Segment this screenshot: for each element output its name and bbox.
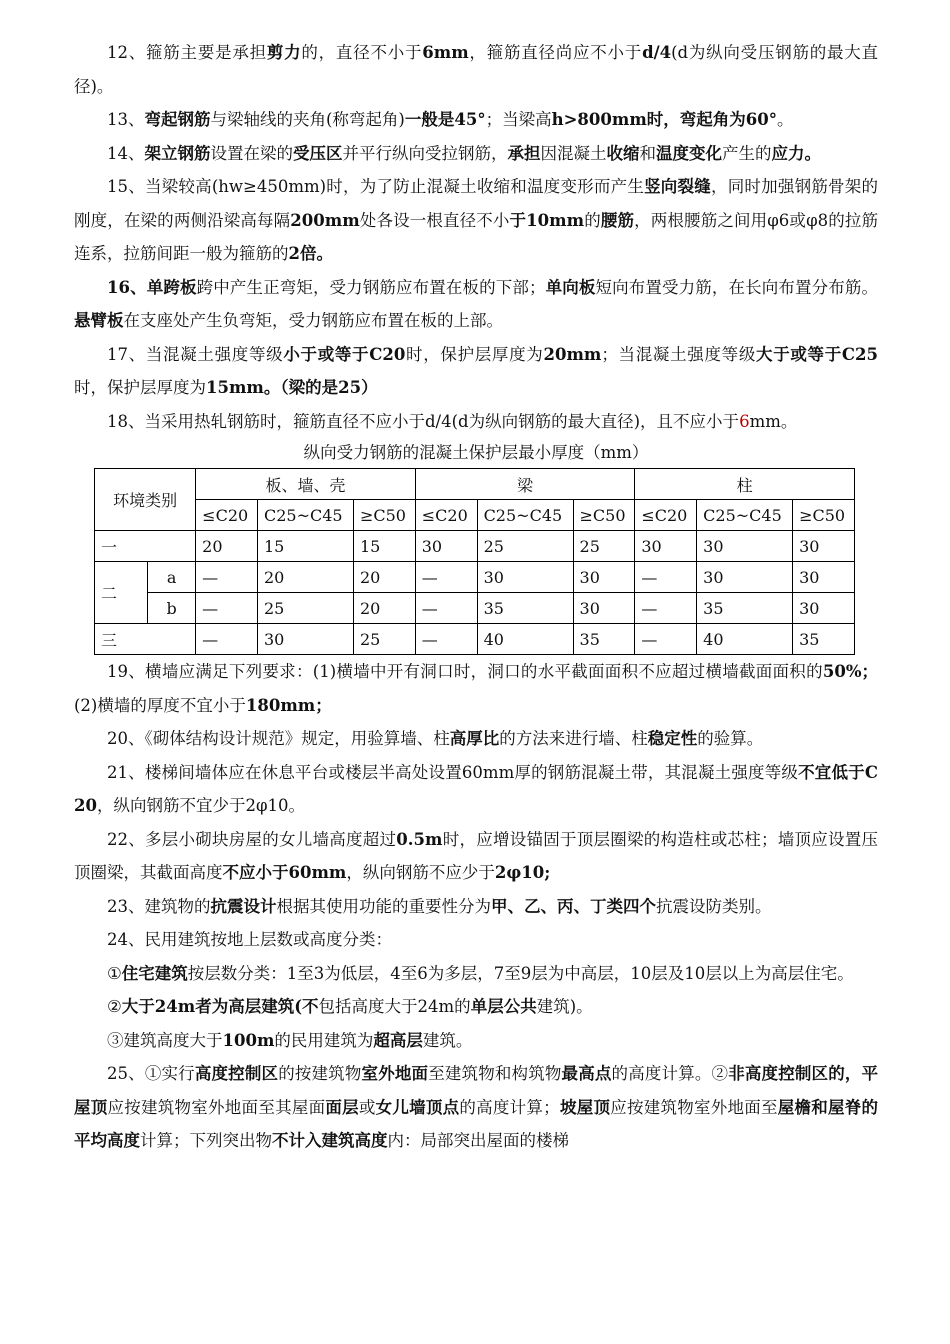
table-row <box>95 593 855 624</box>
table-cell: 30 <box>793 593 855 624</box>
table-cell: 35 <box>477 593 573 624</box>
table-cell: — <box>635 624 697 655</box>
item-24-2: ②大于24m者为高层建筑(不包括高度大于24m的单层公共建筑)。 <box>107 997 593 1016</box>
table-cell: 25 <box>257 593 353 624</box>
env-sub-cell: a <box>148 562 196 593</box>
env-sub-cell: b <box>148 593 196 624</box>
table-cell: — <box>196 593 258 624</box>
table-cell: 25 <box>573 531 635 562</box>
env-cell: 一 <box>95 531 196 562</box>
item-25: 25、①实行高度控制区的按建筑物室外地面至建筑物和构筑物最高点的高度计算。②非高度控制区的，平屋顶应按建筑物室外地面至其屋面面层或女儿墙顶点的高度计算；坡屋顶应按建筑物室外地面至屋檐和屋脊的平均高度计算；下列突出物不计入建筑高度内：局部突出屋面的楼梯 <box>74 1064 879 1150</box>
table-cell: 30 <box>635 531 697 562</box>
table-row <box>95 531 855 562</box>
table-cell: 40 <box>697 624 793 655</box>
subheader-cell: ≤C20 <box>196 500 258 531</box>
item-17: 17、当混凝土强度等级小于或等于C20时，保护层厚度为20mm；当混凝土强度等级大于或等于C25时，保护层厚度为15mm。（梁的是25） <box>74 344 879 397</box>
highlight-red-number: 6 <box>739 411 750 431</box>
item-24: 24、民用建筑按地上层数或高度分类： <box>107 930 392 949</box>
table-cell: 20 <box>353 593 415 624</box>
cover-thickness-table <box>94 468 855 655</box>
item-12: 12、箍筋主要是承担剪力的，直径不小于6mm，箍筋直径尚应不小于d/4(d为纵向受压钢筋的最大直径)。 <box>74 43 879 96</box>
table-cell: 25 <box>477 531 573 562</box>
table-cell: 20 <box>257 562 353 593</box>
subheader-cell: C25~C45 <box>697 500 793 531</box>
item-18: 18、当采用热轧钢筋时，箍筋直径不应小于d/4(d为纵向钢筋的最大直径)，且不应小于6mm。 <box>107 411 798 431</box>
env-cell: 三 <box>95 624 196 655</box>
table-cell: 30 <box>415 531 477 562</box>
table-cell: 35 <box>573 624 635 655</box>
table-cell: 30 <box>793 531 855 562</box>
table-cell: 30 <box>477 562 573 593</box>
item-13: 13、弯起钢筋与梁轴线的夹角(称弯起角)一般是45°；当梁高h>800mm时，弯起角为60°。 <box>107 110 794 129</box>
table-cell: 30 <box>573 593 635 624</box>
item-14: 14、架立钢筋设置在梁的受压区并平行纵向受拉钢筋，承担因混凝土收缩和温度变化产生的应力。 <box>107 143 821 163</box>
subheader-cell: ≤C20 <box>635 500 697 531</box>
item-16: 16、单跨板跨中产生正弯矩，受力钢筋应布置在板的下部；单向板短向布置受力筋，在长向布置分布筋。悬臂板在支座处产生负弯矩，受力钢筋应布置在板的上部。 <box>74 277 879 330</box>
table-cell: 30 <box>793 562 855 593</box>
item-15: 15、当梁较高(hw≥450mm)时，为了防止混凝土收缩和温度变形而产生竖向裂缝，同时加强钢筋骨架的刚度，在梁的两侧沿梁高每隔200mm处各设一根直径不小于10mm的腰筋，两根腰筋之间用φ6或φ8的拉筋连系，拉筋间距一般为箍筋的2倍。 <box>74 177 879 263</box>
table-cell: 30 <box>573 562 635 593</box>
subheader-cell: ≥C50 <box>793 500 855 531</box>
table-cell: — <box>415 624 477 655</box>
table-cell: 30 <box>697 562 793 593</box>
item-23: 23、建筑物的抗震设计根据其使用功能的重要性分为甲、乙、丙、丁类四个抗震设防类别。 <box>107 896 772 916</box>
table-cell: 35 <box>697 593 793 624</box>
table-cell: — <box>635 593 697 624</box>
table-caption: 纵向受力钢筋的混凝土保护层最小厚度（mm） <box>303 443 649 462</box>
table-cell: 30 <box>257 624 353 655</box>
subheader-cell: ≤C20 <box>415 500 477 531</box>
subheader-cell: ≥C50 <box>573 500 635 531</box>
subheader-cell: ≥C50 <box>353 500 415 531</box>
table-header-row <box>95 469 855 500</box>
table-cell: — <box>635 562 697 593</box>
item-24-3: ③建筑高度大于100m的民用建筑为超高层建筑。 <box>107 1030 473 1050</box>
table-cell: 20 <box>353 562 415 593</box>
subheader-cell: C25~C45 <box>257 500 353 531</box>
group-header-slab: 板、墙、壳 <box>196 469 416 500</box>
table-cell: — <box>196 562 258 593</box>
table-cell: — <box>415 593 477 624</box>
document-page <box>74 36 878 1158</box>
table-row <box>95 562 855 593</box>
subheader-cell: C25~C45 <box>477 500 573 531</box>
item-19: 19、横墙应满足下列要求：(1)横墙中开有洞口时，洞口的水平截面面积不应超过横墙截面面积的50%；(2)横墙的厚度不宜小于180mm； <box>74 662 878 715</box>
env-cell: 二 <box>95 562 148 624</box>
item-24-1: ①住宅建筑按层数分类：1至3为低层，4至6为多层，7至9层为中高层，10层及10层以上为高层住宅。 <box>107 963 854 983</box>
item-22: 22、多层小砌块房屋的女儿墙高度超过0.5m时，应增设锚固于顶层圈梁的构造柱或芯柱；墙顶应设置压顶圈梁，其截面高度不应小于60mm，纵向钢筋不应少于2φ10; <box>74 829 879 882</box>
env-header-cell: 环境类别 <box>95 469 196 531</box>
table-cell: 20 <box>196 531 258 562</box>
table-subheader-row <box>95 500 855 531</box>
group-header-beam: 梁 <box>415 469 635 500</box>
table-row <box>95 624 855 655</box>
item-20: 20、《砌体结构设计规范》规定，用验算墙、柱高厚比的方法来进行墙、柱稳定性的验算。 <box>107 729 764 748</box>
table-cell: 15 <box>353 531 415 562</box>
table-cell: 25 <box>353 624 415 655</box>
table-cell: 35 <box>793 624 855 655</box>
item-21: 21、楼梯间墙体应在休息平台或楼层半高处设置60mm厚的钢筋混凝土带，其混凝土强度等级不宜低于C20，纵向钢筋不宜少于2φ10。 <box>74 762 878 815</box>
table-cell: 40 <box>477 624 573 655</box>
table-cell: — <box>415 562 477 593</box>
table-cell: — <box>196 624 258 655</box>
group-header-column: 柱 <box>635 469 855 500</box>
table-cell: 30 <box>697 531 793 562</box>
table-cell: 15 <box>257 531 353 562</box>
